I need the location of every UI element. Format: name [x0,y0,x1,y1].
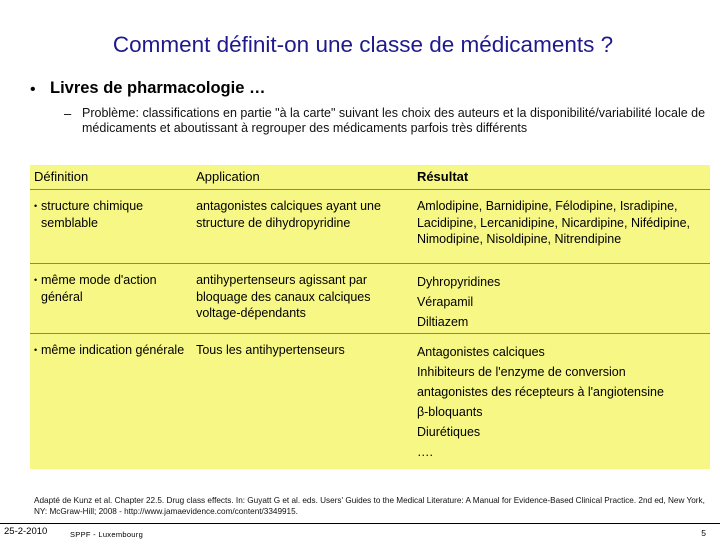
bullet-dot: • [34,201,38,211]
bullet-text: Livres de pharmacologie … [50,79,266,97]
result-line: Inhibiteurs de l'enzyme de conversion [416,365,626,379]
result-cell [417,334,710,469]
result-line: Diurétiques [416,425,481,439]
result-line: Antagonistes calciques [416,345,545,359]
result-line: Amlodipine, Barnidipine, Félodipine, Isradipine, Lacidipine, Lercanidipine, Nicardipine, Nifédipine, Nimodipine, Nisoldipine, Nitrendipine [416,199,691,246]
table-row [30,190,710,264]
reference-note: Adapté de Kunz et al. Chapter 22.5. Drug class effects. In: Guyatt G et al. eds. Users' Guides to the Medical Literature: A Manual for Evidence-Based Clinical Practice. 2nd ed, New York, NY: McGraw-Hill; 2008 - http://www.jamaevidence.com/content/3349915. [34,496,705,516]
header-application: Application [196,165,417,190]
result-line: Diltiazem [416,315,469,329]
definition-cell [30,190,196,264]
definition-text: même mode d'action général [41,273,157,304]
header-resultat: Résultat [417,165,710,190]
application-cell: Tous les antihypertenseurs [196,343,345,357]
definition-text: même indication générale [41,343,185,357]
footer-divider [0,523,720,524]
result-line: …. [416,445,433,459]
definition-cell [30,264,196,334]
definition-text: structure chimique semblable [41,199,144,230]
application-cell: antagonistes calciques ayant une structure de dihydropyridine [196,190,417,264]
footer-date: 25-2-2010 [4,526,48,537]
sub-bullet-text: Problème: classifications en partie "à la carte" suivant les choix des auteurs et la disponibilité/variabilité locale de médicaments et aboutissant à regrouper des médicaments parfois très différents [82,106,706,135]
table-row [30,264,710,334]
footer-organization: SPPF - Luxembourg [70,530,144,539]
result-line: β-bloquants [416,405,483,419]
result-line: Vérapamil [416,295,474,309]
page-number: 5 [701,528,706,538]
table-row [30,334,710,469]
sub-bullet-marker: – [64,106,72,121]
result-line: antagonistes des récepteurs à l'angiotensine [416,385,664,399]
header-definition: Définition [30,165,196,190]
bullet-marker: • [30,81,36,98]
slide-title: Comment définit-on une classe de médicaments ? [112,32,614,57]
table-header-row [30,165,710,190]
bullet-dot: • [34,275,38,285]
application-cell: antihypertenseurs agissant par bloquage des canaux calciques voltage-dépendants [196,264,417,334]
result-cell [417,190,710,264]
classification-table [30,165,710,469]
result-line: Dyhropyridines [416,275,501,289]
result-cell [417,264,710,334]
definition-cell [30,334,196,469]
bullet-dot: • [34,345,38,355]
